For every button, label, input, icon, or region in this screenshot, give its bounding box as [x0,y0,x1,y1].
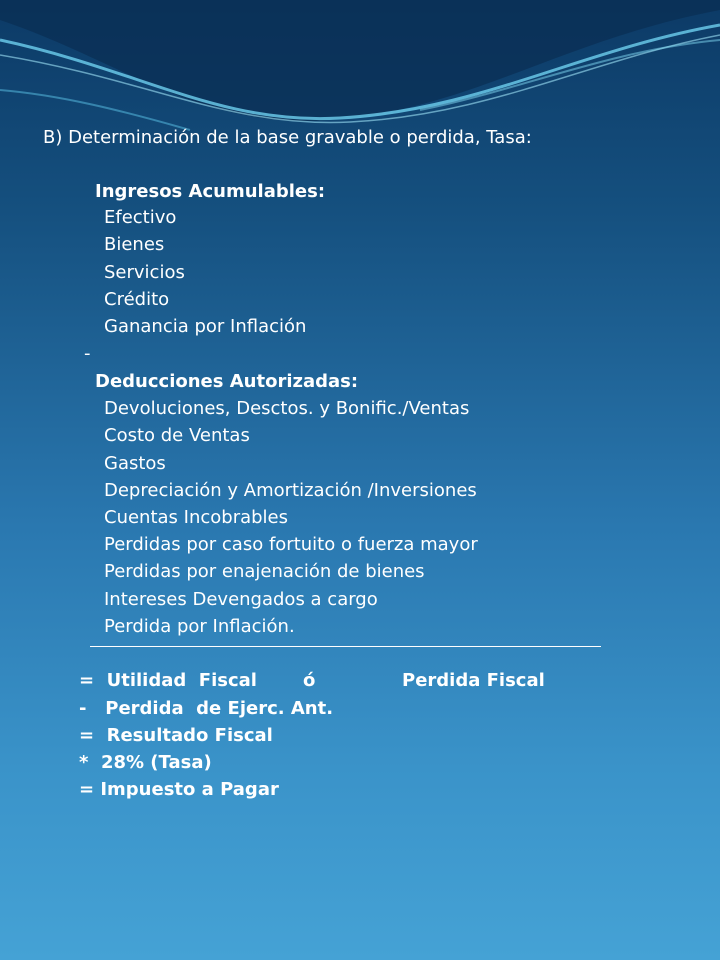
deducciones-heading: Deducciones Autorizadas: [95,371,359,392]
deducciones-item: Costo de Ventas [104,425,250,446]
utilidad-fiscal: = Utilidad Fiscal [79,670,257,691]
deducciones-item: Gastos [104,453,166,474]
impuesto-a-pagar: = Impuesto a Pagar [79,779,279,800]
deducciones-item: Cuentas Incobrables [104,507,289,528]
deducciones-item: Depreciación y Amortización /Inversiones [104,480,477,501]
deducciones-item: Devoluciones, Desctos. y Bonific./Ventas [104,398,470,419]
o-connector: ó [303,670,316,691]
ingresos-item: Ganancia por Inflación [104,316,307,337]
minus-sign: - [84,343,91,364]
divider-line [90,646,601,647]
ingresos-heading: Ingresos Acumulables: [95,181,326,202]
perdida-fiscal: Perdida Fiscal [402,670,545,691]
deducciones-item: Perdidas por caso fortuito o fuerza mayor [104,534,478,555]
perdida-ejercicio-anterior: - Perdida de Ejerc. Ant. [79,698,334,719]
ingresos-item: Servicios [104,262,185,283]
slide-title: B) Determinación de la base gravable o perdida, Tasa: [43,127,532,148]
ingresos-item: Crédito [104,289,170,310]
deducciones-item: Perdidas por enajenación de bienes [104,561,425,582]
resultado-fiscal: = Resultado Fiscal [79,725,273,746]
decorative-wave-header [0,0,720,140]
ingresos-item: Efectivo [104,207,177,228]
deducciones-item: Intereses Devengados a cargo [104,589,378,610]
tasa: * 28% (Tasa) [79,752,212,773]
deducciones-item: Perdida por Inflación. [104,616,295,637]
ingresos-item: Bienes [104,234,165,255]
